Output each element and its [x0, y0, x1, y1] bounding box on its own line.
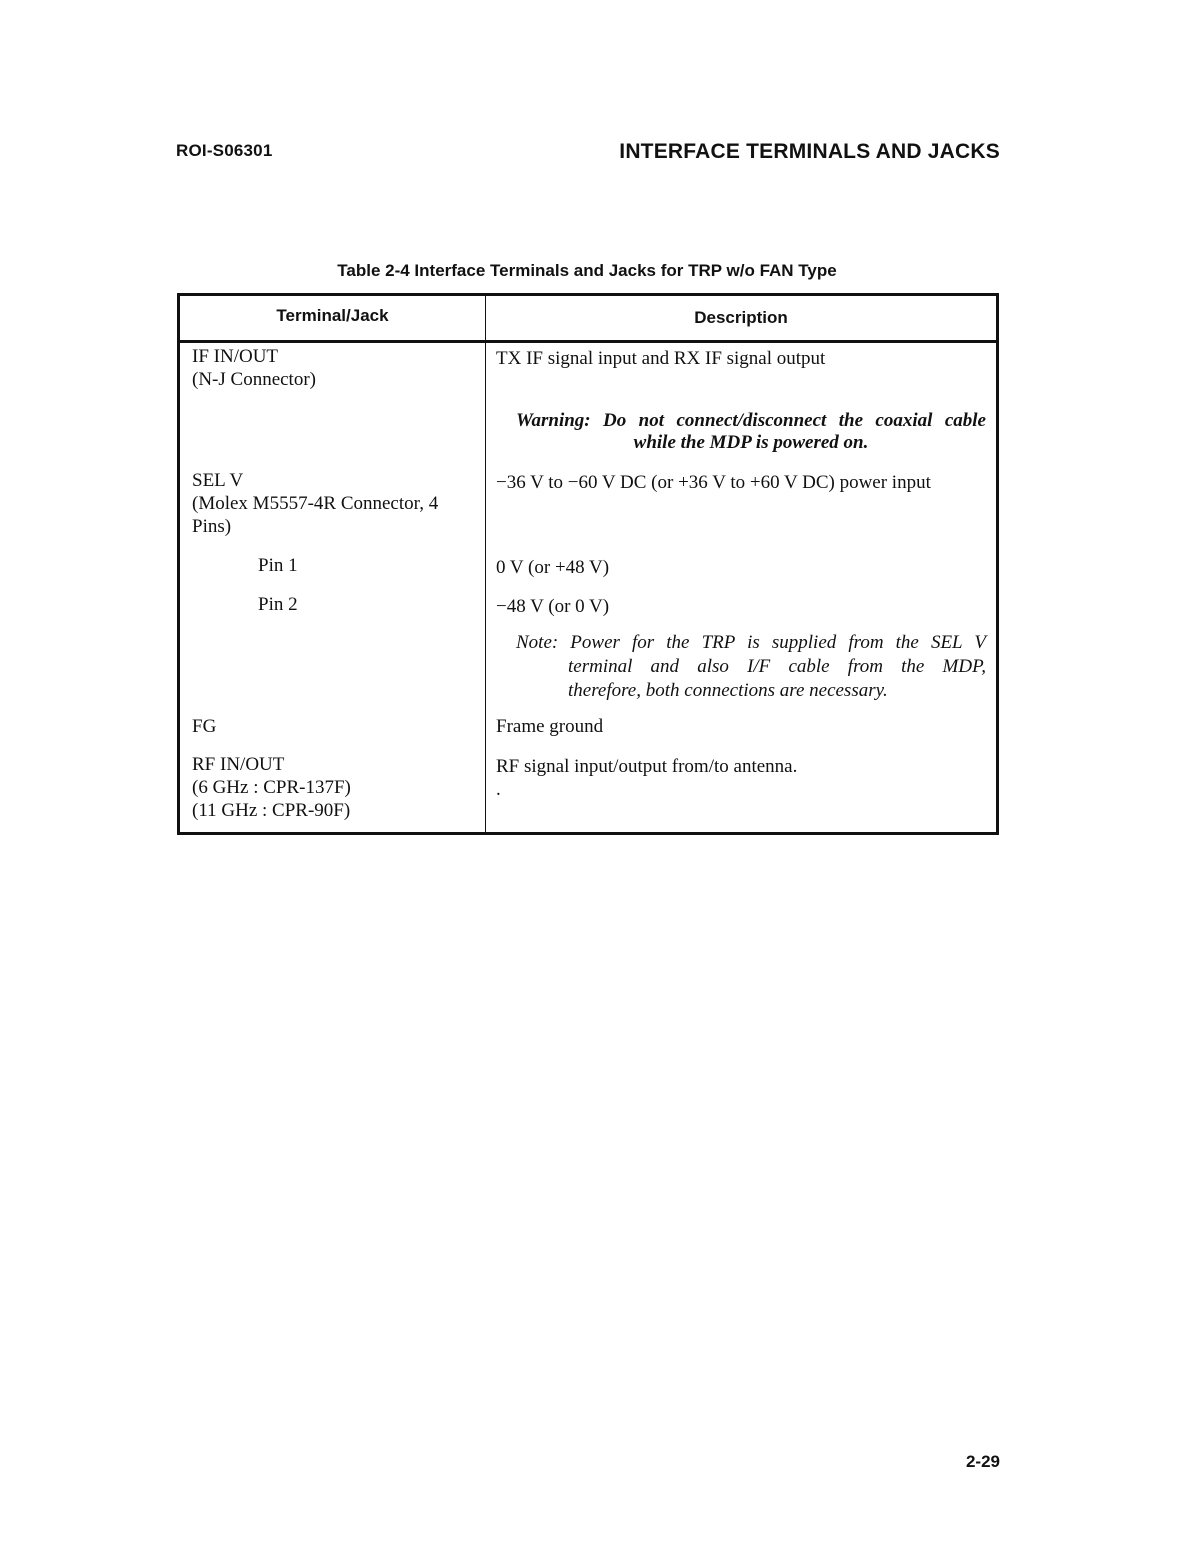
terminal-name: IF IN/OUT	[192, 346, 279, 367]
terminal-connector: Pins)	[192, 516, 232, 537]
note-line: terminal and also I/F cable from the MDP,	[568, 656, 986, 677]
terminal-name: SEL V	[192, 470, 244, 491]
note-line: therefore, both connections are necessary.	[568, 680, 888, 701]
table-row-pin2-terminal: Pin 2	[258, 594, 298, 615]
description-line: .	[496, 779, 501, 800]
table-caption: Table 2-4 Interface Terminals and Jacks for TRP w/o FAN Type	[337, 261, 837, 280]
page-number: 2-29	[965, 1452, 1000, 1471]
description-line: RF signal input/output from/to antenna.	[496, 756, 798, 777]
table-row-sel-v-description: −36 V to −60 V DC (or +36 V to +60 V DC) power input	[496, 472, 931, 493]
table-row-fg-description: Frame ground	[496, 716, 604, 737]
interface-table	[177, 293, 999, 835]
document-id: ROI-S06301	[176, 141, 273, 160]
table-row-rf-inout-description	[496, 755, 986, 801]
table-row-fg-terminal: FG	[192, 716, 217, 737]
column-header-terminal: Terminal/Jack	[276, 306, 389, 325]
note-text	[516, 631, 986, 703]
terminal-connector: (N-J Connector)	[192, 369, 316, 390]
terminal-name: RF IN/OUT	[192, 754, 285, 775]
table-row-if-inout-terminal	[192, 345, 482, 391]
header-rule	[180, 340, 996, 343]
terminal-connector: (6 GHz : CPR-137F)	[192, 777, 351, 798]
column-header-description: Description	[694, 308, 788, 327]
table-row-rf-inout-terminal	[192, 753, 482, 822]
warning-line: Warning: Do not connect/disconnect the coaxial cable	[516, 410, 986, 431]
table-row-if-inout-description: TX IF signal input and RX IF signal output	[496, 348, 826, 369]
warning-line: while the MDP is powered on.	[633, 432, 869, 453]
terminal-connector: (11 GHz : CPR-90F)	[192, 800, 351, 821]
table-row-pin2-description: −48 V (or 0 V)	[496, 596, 610, 617]
terminal-connector: (Molex M5557-4R Connector, 4	[192, 493, 439, 514]
table-row-sel-v-terminal	[192, 469, 482, 538]
section-title: INTERFACE TERMINALS AND JACKS	[619, 140, 1000, 163]
table-row-pin1-description: 0 V (or +48 V)	[496, 557, 610, 578]
column-divider	[485, 296, 486, 832]
warning-text	[516, 410, 986, 454]
note-line: Note: Power for the TRP is supplied from the SEL V	[516, 632, 986, 653]
table-row-pin1-terminal: Pin 1	[258, 555, 298, 576]
